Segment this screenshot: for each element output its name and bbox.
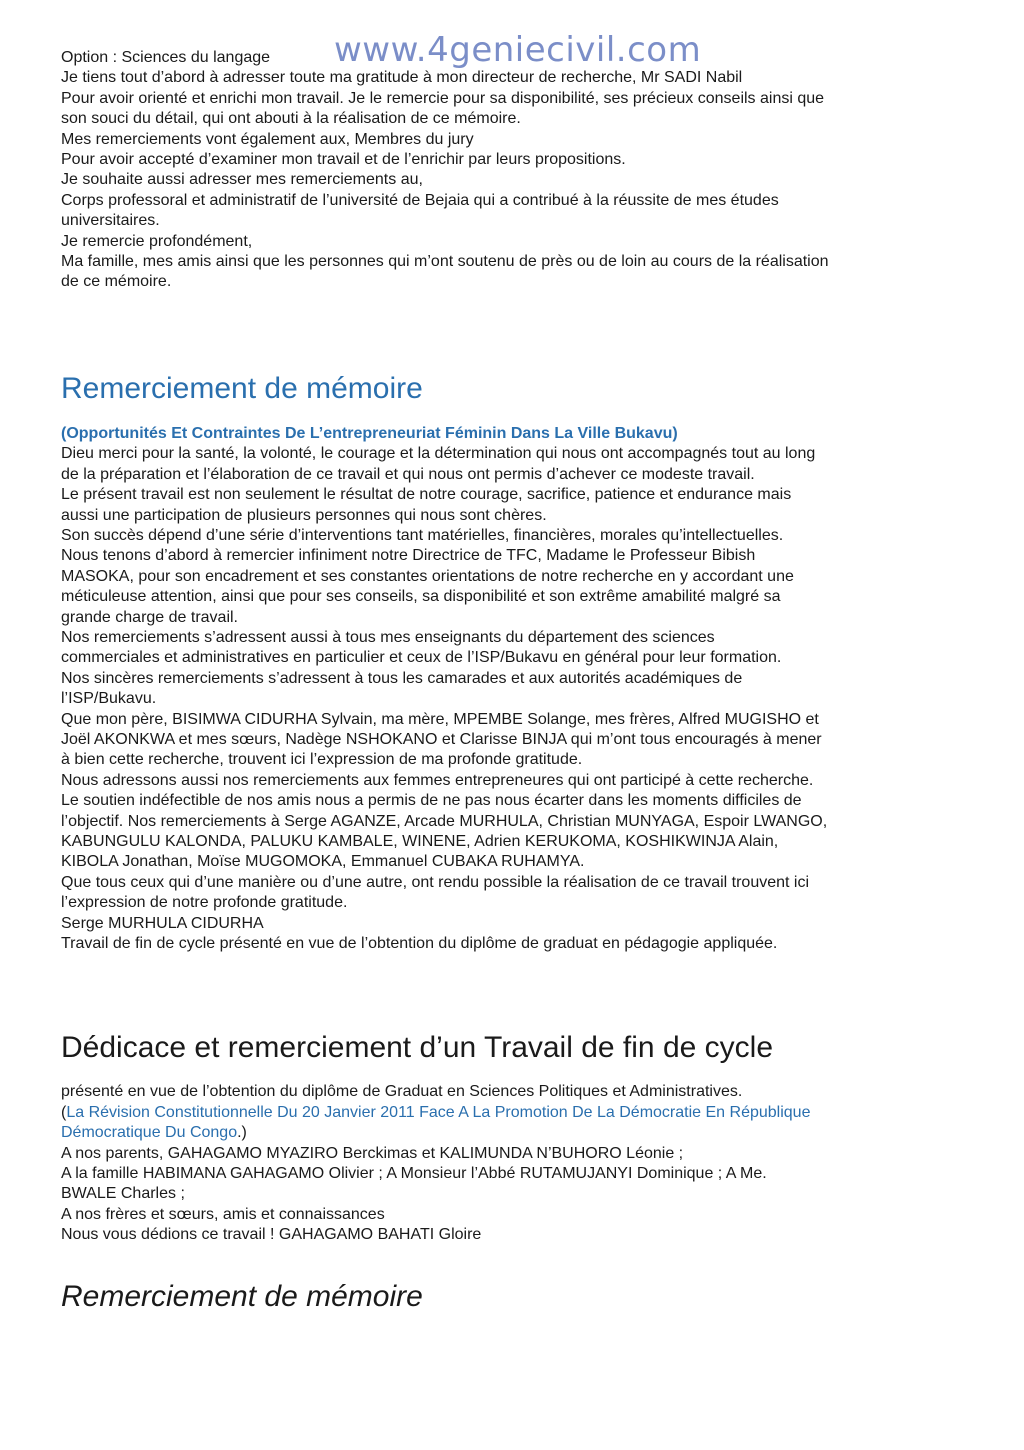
text-line: Que mon père, BISIMWA CIDURHA Sylvain, ma mère, MPEMBE Solange, mes frères, Alfred MUGISHO et [61,710,819,728]
text-line: Que tous ceux qui d’une manière ou d’une autre, ont rendu possible la réalisation de ce travail trouvent ici [61,873,810,891]
text-line: Pour avoir orienté et enrichi mon travail. Je le remercie pour sa disponibilité, ses précieux conseils ainsi que [61,89,825,107]
text-line: son souci du détail, qui ont abouti à la réalisation de ce mémoire. [61,110,521,128]
thesis-title-line [61,1103,971,1123]
text-line: Je tiens tout d’abord à adresser toute ma gratitude à mon directeur de recherche, Mr SADI Nabil [61,69,743,87]
section-heading: Remerciement de mémoire [61,1279,423,1313]
text-line: A nos parents, GAHAGAMO MYAZIRO Berckimas et KALIMUNDA N’BUHORO Léonie ; [61,1144,684,1162]
text-line: Nos remerciements s’adressent aussi à tous mes enseignants du département des sciences [61,628,715,646]
text-line: Je remercie profondément, [61,232,253,250]
text-line: Corps professoral et administratif de l’université de Bejaia qui a contribué à la réussite de mes études [61,191,779,209]
text-line: Serge MURHULA CIDURHA [61,914,264,932]
text-line: Option : Sciences du langage [61,49,271,66]
thesis-title-link[interactable]: La Révision Constitutionnelle Du 20 Janvier 2011 Face A La Promotion De La Démocratie En République [66,1103,811,1121]
intro-line: présenté en vue de l’obtention du diplôme de Graduat en Sciences Politiques et Administratives. [61,1083,743,1101]
text-line: Nous vous dédions ce travail ! GAHAGAMO BAHATI Gloire [61,1226,482,1244]
section-subtitle: (Opportunités Et Contraintes De L’entrepreneuriat Féminin Dans La Ville Bukavu) [61,424,678,442]
text-line: Dieu merci pour la santé, la volonté, le courage et la détermination qui nous ont accompagnés tout au long [61,445,816,463]
section-heading: Remerciement de mémoire [61,371,423,405]
text-line: de la préparation et l’élaboration de ce travail et qui nous ont permis d’achever ce modeste travail. [61,465,755,483]
text-line: Travail de fin de cycle présenté en vue de l’obtention du diplôme de graduat en pédagogie appliquée. [61,935,778,953]
text-line: l’ISP/Bukavu. [61,690,157,708]
text-line: KABUNGULU KALONDA, PALUKU KAMBALE, WINENE, Adrien KERUKOMA, KOSHIKWINJA Alain, [61,833,779,850]
section-heading: Dédicace et remerciement d’un Travail de fin de cycle [61,1031,774,1065]
text-line: Nos sincères remerciements s’adressent à tous les camarades et aux autorités académiques de [61,669,743,687]
text-line: A nos frères et sœurs, amis et connaissances [61,1205,385,1223]
section-remerciement-memoire-2 [61,1279,971,1315]
text-line: KIBOLA Jonathan, Moïse MUGOMOKA, Emmanuel CUBAKA RUHAMYA. [61,853,585,871]
text-line: Le soutien indéfectible de nos amis nous a permis de ne pas nous écarter dans les moments difficiles de [61,792,802,810]
text-line: Le présent travail est non seulement le résultat de notre courage, sacrifice, patience et endurance mais [61,486,792,504]
paren-close: .) [237,1124,247,1142]
text-line: BWALE Charles ; [61,1185,185,1203]
text-line: méticuleuse attention, ainsi que pour ses conseils, sa disponibilité et son extrême amabilité malgré sa [61,588,781,606]
text-line: à bien cette recherche, trouvent ici l’expression de ma profonde gratitude. [61,751,583,769]
text-line: l’expression de notre profonde gratitude. [61,894,348,912]
thesis-title-link[interactable]: Démocratique Du Congo [61,1124,238,1142]
text-line: Mes remerciements vont également aux, Membres du jury [61,130,474,148]
section-intro-thanks [61,48,971,293]
watermark-text: www.4geniecivil.com [334,30,702,70]
paren-open: ( [61,1103,67,1121]
text-line: universitaires. [61,212,160,230]
text-line: aussi une participation de plusieurs personnes qui nous sont chères. [61,506,547,524]
text-line: Nous tenons d’abord à remercier infiniment notre Directrice de TFC, Madame le Professeur Bibish [61,547,756,565]
text-line: grande charge de travail. [61,608,238,626]
text-line: Je souhaite aussi adresser mes remerciements au, [61,171,423,189]
text-line: MASOKA, pour son encadrement et ses constantes orientations de notre recherche en y accordant une [61,567,794,585]
text-line: de ce mémoire. [61,273,172,291]
text-line: Nous adressons aussi nos remerciements aux femmes entrepreneures qui ont participé à cette recherche. [61,771,814,789]
text-line: Joël AKONKWA et mes sœurs, Nadège NSHOKANO et Clarisse BINJA qui m’ont tous encouragés à mener [61,730,822,748]
section-remerciement-memoire [61,371,971,955]
thesis-title-line [61,1123,971,1143]
document-page [61,48,971,1315]
text-line: Ma famille, mes amis ainsi que les personnes qui m’ont soutenu de près ou de loin au cours de la réalisation [61,253,829,271]
text-line: l’objectif. Nos remerciements à Serge AGANZE, Arcade MURHULA, Christian MUNYAGA, Espoir LWANGO, [61,812,828,830]
text-line: Pour avoir accepté d’examiner mon travail et de l’enrichir par leurs propositions. [61,151,626,169]
text-line: A la famille HABIMANA GAHAGAMO Olivier ; A Monsieur l’Abbé RUTAMUJANYI Dominique ; A Me. [61,1165,767,1183]
section-dedicace [61,1030,971,1245]
text-line: commerciales et administratives en particulier et ceux de l’ISP/Bukavu en général pour leur formation. [61,649,782,667]
text-line: Son succès dépend d’une série d’interventions tant matérielles, financières, morales qu’intellectuelles. [61,526,784,544]
